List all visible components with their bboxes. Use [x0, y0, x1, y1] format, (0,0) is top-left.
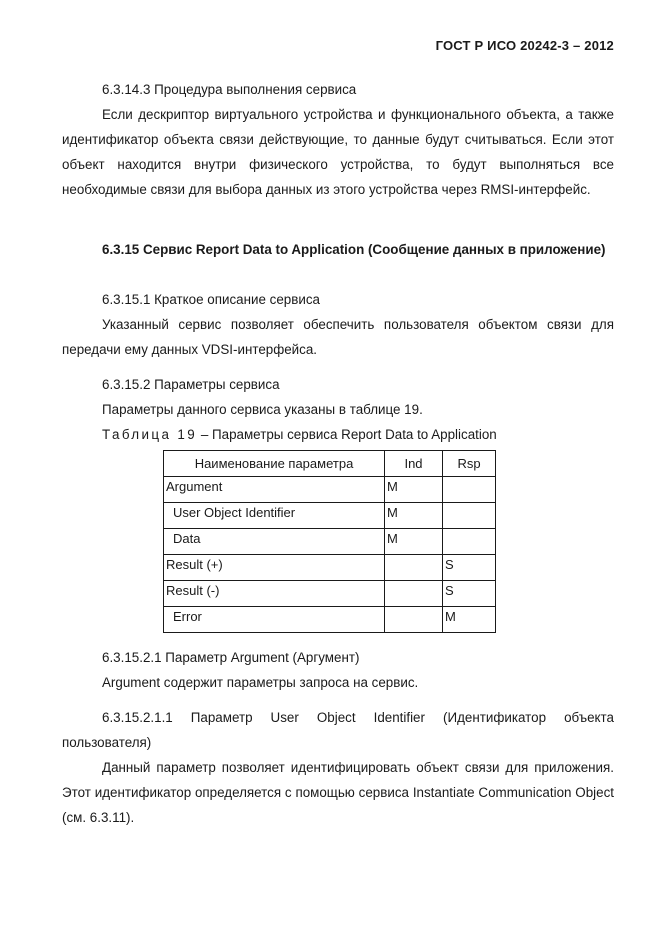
table-caption-text: – Параметры сервиса Report Data to Application	[197, 427, 497, 442]
table-row	[164, 607, 496, 633]
table-cell-rsp: S	[443, 555, 496, 581]
table-cell-rsp: M	[443, 607, 496, 633]
section-6-3-15-title: 6.3.15 Сервис Report Data to Application (Сообщение данных в приложение)	[102, 242, 606, 257]
document-header: ГОСТ Р ИСО 20242-3 – 2012	[435, 38, 614, 53]
table-row	[164, 529, 496, 555]
table-cell-name: Result (+)	[164, 555, 385, 581]
table-cell-rsp	[443, 503, 496, 529]
table-caption-label: Таблица 19	[102, 427, 198, 442]
table-cell-name: User Object Identifier	[164, 503, 385, 529]
parameters-table	[163, 450, 496, 633]
table-cell-name: Data	[164, 529, 385, 555]
section-6-3-14-3-title: 6.3.14.3 Процедура выполнения сервиса	[102, 82, 357, 97]
table-header-ind: Ind	[385, 451, 443, 477]
table-cell-name: Result (-)	[164, 581, 385, 607]
table-cell-rsp: S	[443, 581, 496, 607]
section-6-3-15-2-1-body: Argument содержит параметры запроса на сервис.	[102, 675, 419, 690]
section-6-3-15-2-body: Параметры данного сервиса указаны в таблице 19.	[102, 402, 423, 417]
section-6-3-15-2-title: 6.3.15.2 Параметры сервиса	[102, 377, 280, 392]
table-header-row	[164, 451, 496, 477]
table-row	[164, 503, 496, 529]
table-cell-rsp	[443, 477, 496, 503]
table-cell-name: Error	[164, 607, 385, 633]
table-row	[164, 555, 496, 581]
table-cell-ind: M	[385, 477, 443, 503]
table-cell-name: Argument	[164, 477, 385, 503]
table-header-name: Наименование параметра	[164, 451, 385, 477]
section-6-3-15-1-body: Указанный сервис позволяет обеспечить пользователя объектом связи для передачи ему данных VDSI-интерфейса.	[62, 317, 614, 357]
table-cell-rsp	[443, 529, 496, 555]
section-6-3-15-2-1-1-body: Данный параметр позволяет идентифицировать объект связи для приложения. Этот идентификатор определяется с помощью сервиса Instantiate Communication Object (см. 6.3.11).	[62, 760, 614, 825]
section-6-3-15-1-title: 6.3.15.1 Краткое описание сервиса	[102, 292, 320, 307]
table-cell-ind	[385, 581, 443, 607]
table-caption	[62, 422, 614, 447]
section-6-3-15-2-1-1-title: 6.3.15.2.1.1 Параметр User Object Identifier (Идентификатор объекта пользователя)	[62, 710, 614, 750]
table-cell-ind: M	[385, 529, 443, 555]
table-row	[164, 477, 496, 503]
table-cell-ind: M	[385, 503, 443, 529]
table-header-rsp: Rsp	[443, 451, 496, 477]
section-6-3-14-3-body: Если дескриптор виртуального устройства и функционального объекта, а также идентификатор объекта связи действующие, то данные будут считываться. Если этот объект находится внутри физического устройства, то будут выполняться все необходимые связи для выбора данных из этого устройства через RMSI-интерфейс.	[62, 107, 614, 197]
section-6-3-15-2-1-title: 6.3.15.2.1 Параметр Argument (Аргумент)	[102, 650, 360, 665]
table-cell-ind	[385, 607, 443, 633]
table-cell-ind	[385, 555, 443, 581]
table-row	[164, 581, 496, 607]
